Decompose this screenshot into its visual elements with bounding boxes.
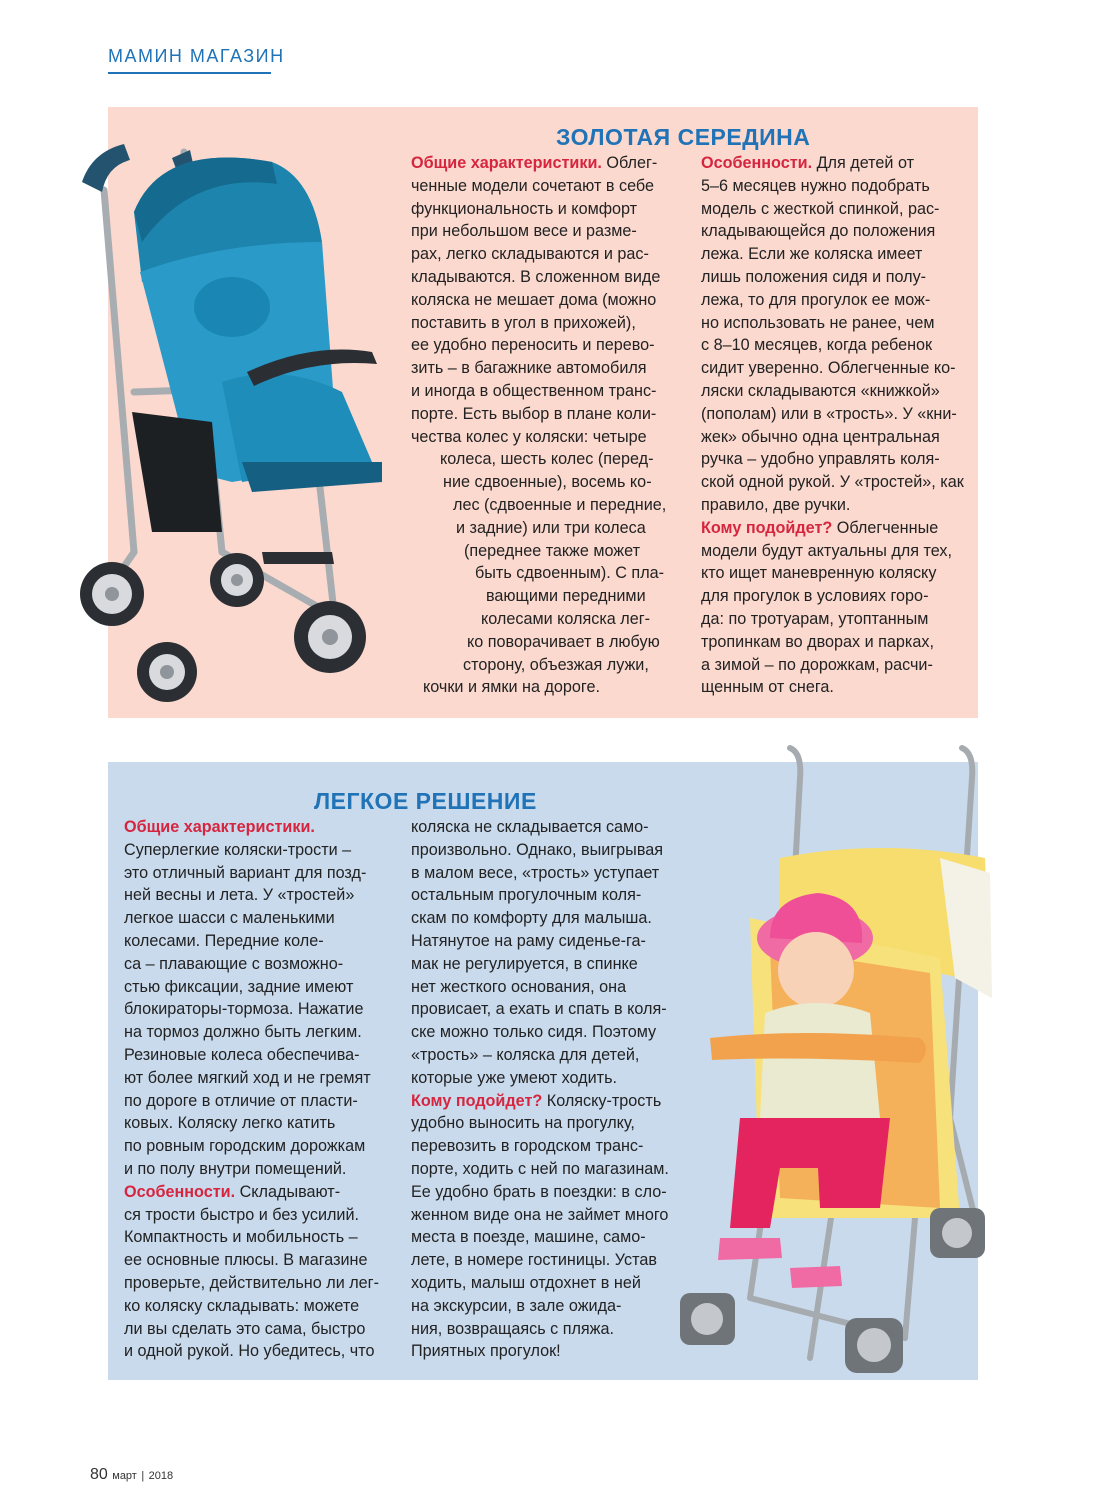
light-left-heading-features: Особенности. bbox=[124, 1182, 236, 1201]
gold-right-line: кто ищет маневренную коляску bbox=[701, 564, 937, 583]
light-left-line: стью фиксации, задние имеют bbox=[124, 977, 354, 996]
gold-right-first-rest: Для детей от bbox=[812, 154, 915, 172]
gold-right-first-line bbox=[701, 152, 971, 175]
gold-left-line: вающими передними bbox=[486, 587, 646, 606]
light-left-line: ли вы сделать это сама, быстро bbox=[124, 1319, 366, 1338]
gold-right-line: да: по тротуарам, утоптанным bbox=[701, 609, 929, 628]
light-left-line: по дороге в отличие от пласти- bbox=[124, 1091, 358, 1110]
light-right-line: провисает, а ехать и спать в коля- bbox=[411, 1000, 667, 1019]
gold-right-line: с 8–10 месяцев, когда ребенок bbox=[701, 336, 933, 355]
light-right-line: Натянутое на раму сиденье-га- bbox=[411, 931, 646, 950]
gold-left-line: рах, легко складываются и рас- bbox=[411, 245, 649, 264]
light-right-line: ске можно только сидя. Поэтому bbox=[411, 1023, 657, 1042]
gold-right-line: а зимой – по дорожкам, расчи- bbox=[701, 655, 933, 674]
light-right-heading-who: Кому подойдет? bbox=[411, 1091, 543, 1110]
gold-right-line: жек» обычно одна центральная bbox=[701, 427, 940, 446]
gold-left-line: быть сдвоенным). С пла- bbox=[475, 564, 665, 583]
light-right-line: места в поезде, машине, само- bbox=[411, 1228, 646, 1247]
umbrella-stroller-child-illustration bbox=[640, 738, 1000, 1378]
light-left-line: Суперлегкие коляски-трости – bbox=[124, 840, 352, 859]
light-left-line: и одной рукой. Но убедитесь, что bbox=[124, 1342, 375, 1361]
gold-left-line: ние сдвоенные), восемь ко- bbox=[443, 473, 652, 492]
gold-left-first-line bbox=[411, 152, 696, 175]
light-right-line: в малом весе, «трость» уступает bbox=[411, 863, 660, 882]
light-left-line: ней весны и лета. У «тростей» bbox=[124, 886, 355, 905]
light-right-line: коляска не складывается само- bbox=[411, 818, 649, 836]
gold-left-line: поставить в угол в прихожей), bbox=[411, 313, 636, 332]
gold-left-line: и иногда в общественном транс- bbox=[411, 381, 657, 400]
light-right-line: ния, возвращаясь с пляжа. bbox=[411, 1319, 615, 1338]
gold-right-line: сидит уверенно. Облегченные ко- bbox=[701, 359, 956, 378]
gold-left-line: коляска не мешает дома (можно bbox=[411, 290, 657, 309]
gold-right-line: ской одной рукой. У «тростей», как bbox=[701, 473, 964, 492]
issue-year: 2018 bbox=[148, 1470, 174, 1482]
gold-right-who-line bbox=[701, 517, 971, 540]
gold-right-line: модели будут актуальны для тех, bbox=[701, 541, 952, 560]
gold-left-line: функциональность и комфорт bbox=[411, 199, 638, 218]
gold-right-line: ручка – удобно управлять коля- bbox=[701, 450, 940, 469]
light-right-line: нет жесткого основания, она bbox=[411, 977, 627, 996]
gold-left-column bbox=[411, 152, 696, 699]
section-tag: МАМИН МАГАЗИН bbox=[108, 46, 285, 66]
gold-left-line: при небольшом весе и разме- bbox=[411, 222, 637, 241]
light-right-who-rest: Коляску-трость bbox=[542, 1091, 662, 1110]
gold-left-heading: Общие характеристики. bbox=[411, 154, 602, 172]
gold-right-line: лишь положения сидя и полу- bbox=[701, 267, 927, 286]
section-tag-underline bbox=[108, 72, 271, 74]
light-left-line: по ровным городским дорожкам bbox=[124, 1137, 366, 1156]
gold-right-line: ляски складываются «книжкой» bbox=[701, 381, 940, 400]
light-right-line: мак не регулируется, в спинке bbox=[411, 954, 638, 973]
gold-left-line: ченные модели сочетают в себе bbox=[411, 176, 654, 195]
light-right-line: ходить, малыш отдохнет в ней bbox=[411, 1273, 641, 1292]
issue-month: март bbox=[112, 1470, 137, 1482]
gold-right-line: но использовать не ранее, чем bbox=[701, 313, 935, 332]
light-right-line: произвольно. Однако, выигрывая bbox=[411, 840, 664, 859]
light-left-line: ют более мягкий ход и не гремят bbox=[124, 1068, 371, 1087]
light-right-line: остальным прогулочным коля- bbox=[411, 886, 642, 905]
gold-left-line: и задние) или три колеса bbox=[456, 518, 646, 537]
gold-right-column bbox=[701, 152, 971, 699]
gold-right-line: 5–6 месяцев нужно подобрать bbox=[701, 176, 930, 195]
gold-right-line: (пополам) или в «трость». У «кни- bbox=[701, 404, 957, 423]
light-left-line: на тормоз должно быть легким. bbox=[124, 1023, 362, 1042]
gold-right-line: лежа. Если же коляска имеет bbox=[701, 245, 923, 264]
page-number: 80 bbox=[90, 1466, 108, 1483]
light-left-line: проверьте, действительно ли лег- bbox=[124, 1273, 379, 1292]
light-right-line: женном виде она не займет много bbox=[411, 1205, 669, 1224]
light-left-line: ко коляску складывать: можете bbox=[124, 1296, 360, 1315]
light-right-who-line bbox=[411, 1090, 686, 1113]
light-left-line: ся трости быстро и без усилий. bbox=[124, 1205, 360, 1224]
gold-right-line: правило, две ручки. bbox=[701, 495, 851, 514]
gold-left-line: колеса, шесть колес (перед- bbox=[440, 450, 654, 469]
gold-right-line: щенным от снега. bbox=[701, 678, 834, 697]
light-left-line: легкое шасси с маленькими bbox=[124, 909, 335, 928]
gold-title: ЗОЛОТАЯ СЕРЕДИНА bbox=[556, 124, 811, 150]
light-left-line: ее основные плюсы. В магазине bbox=[124, 1251, 368, 1270]
gold-left-line: кладываются. В сложенном виде bbox=[411, 267, 661, 286]
light-right-line: удобно выносить на прогулку, bbox=[411, 1114, 635, 1133]
light-title: ЛЕГКОЕ РЕШЕНИЕ bbox=[314, 788, 537, 814]
gold-right-line: лежа, то для прогулок ее мож- bbox=[701, 290, 931, 309]
blue-stroller-illustration bbox=[72, 132, 392, 722]
light-left-line: колесами. Передние коле- bbox=[124, 931, 324, 950]
light-left-line: са – плавающие с возможно- bbox=[124, 954, 344, 973]
gold-left-line: лес (сдвоенные и передние, bbox=[453, 495, 667, 514]
gold-left-line: порте. Есть выбор в плане коли- bbox=[411, 404, 657, 423]
folio-separator: | bbox=[141, 1470, 145, 1482]
gold-left-line: ко поворачивает в любую bbox=[467, 632, 660, 651]
gold-left-line: кочки и ямки на дороге. bbox=[423, 678, 600, 697]
gold-right-line: модель с жесткой спинкой, рас- bbox=[701, 199, 940, 218]
light-left-line: Резиновые колеса обеспечива- bbox=[124, 1045, 360, 1064]
light-left-line: и по полу внутри помещений. bbox=[124, 1159, 347, 1178]
light-right-line: «трость» – коляска для детей, bbox=[411, 1045, 640, 1064]
gold-left-line: колесами коляска лег- bbox=[481, 609, 651, 628]
page-folio bbox=[90, 1466, 173, 1484]
gold-left-line: зить – в багажнике автомобиля bbox=[411, 359, 647, 378]
light-right-line: которые уже умеют ходить. bbox=[411, 1068, 618, 1087]
light-left-features-line bbox=[124, 1181, 399, 1204]
light-left-column bbox=[124, 816, 399, 1363]
light-right-line: Ее удобно брать в поездки: в сло- bbox=[411, 1182, 667, 1201]
gold-right-heading-features: Особенности. bbox=[701, 154, 813, 172]
light-right-line: скам по комфорту для малыша. bbox=[411, 909, 652, 928]
light-left-features-rest: Складывают- bbox=[235, 1182, 341, 1201]
light-left-line: ковых. Коляску легко катить bbox=[124, 1114, 336, 1133]
gold-right-line: кладывающейся до положения bbox=[701, 222, 936, 241]
light-right-line: порте, ходить с ней по магазинам. bbox=[411, 1159, 669, 1178]
gold-left-line: (переднее также может bbox=[464, 541, 640, 560]
gold-right-line: для прогулок в условиях горо- bbox=[701, 587, 929, 606]
light-right-line: Приятных прогулок! bbox=[411, 1342, 561, 1361]
gold-right-heading-who: Кому подойдет? bbox=[701, 518, 833, 537]
light-right-line: на экскурсии, в зале ожида- bbox=[411, 1296, 622, 1315]
light-left-line: Компактность и мобильность – bbox=[124, 1228, 358, 1247]
light-left-line: это отличный вариант для позд- bbox=[124, 863, 367, 882]
gold-left-first-rest: Облег- bbox=[601, 154, 658, 172]
light-right-column bbox=[411, 816, 686, 1363]
light-right-line: перевозить в городском транс- bbox=[411, 1137, 644, 1156]
light-left-line: блокираторы-тормоза. Нажатие bbox=[124, 1000, 364, 1019]
light-left-heading-general: Общие характеристики. bbox=[124, 818, 315, 836]
gold-right-who-rest: Облегченные bbox=[832, 518, 939, 537]
light-right-line: лете, в номере гостиницы. Устав bbox=[411, 1251, 657, 1270]
gold-left-line: чества колес у коляски: четыре bbox=[411, 427, 647, 446]
gold-left-line: сторону, объезжая лужи, bbox=[463, 655, 649, 674]
gold-right-line: тропинкам во дворах и парках, bbox=[701, 632, 934, 651]
gold-left-line: ее удобно переносить и перево- bbox=[411, 336, 655, 355]
